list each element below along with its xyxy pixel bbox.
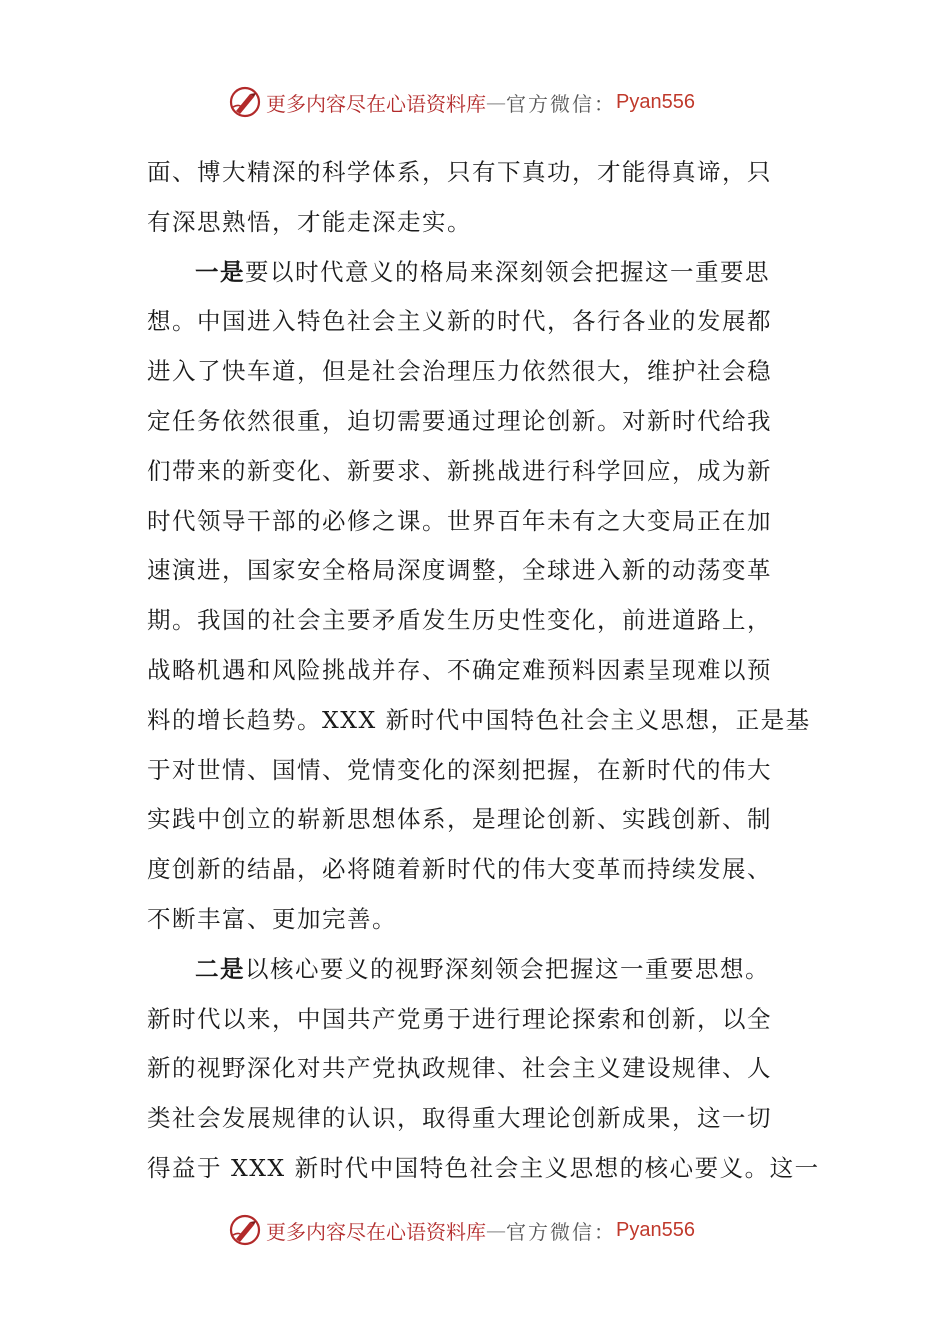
text-line: 进入了快车道，但是社会治理压力依然很大，维护社会稳 xyxy=(147,357,772,386)
document-body xyxy=(147,148,820,1194)
banner-wechat-label: 官方微信： xyxy=(506,91,616,116)
banner-dash: — xyxy=(486,1218,506,1242)
text-line: 定任务依然很重，迫切需要通过理论创新。对新时代给我 xyxy=(147,406,772,435)
text-line: 度创新的结晶，必将随着新时代的伟大变革而持续发展、 xyxy=(147,855,772,884)
text-line: 不断丰富、更加完善。 xyxy=(147,904,397,933)
text-span: 以核心要义的视野深刻领会把握这一重要思想。 xyxy=(245,954,770,983)
text-line: 实践中创立的崭新思想体系，是理论创新、实践创新、制 xyxy=(147,805,772,834)
pen-logo-icon xyxy=(228,85,262,119)
text-line: 们带来的新变化、新要求、新挑战进行科学回应，成为新 xyxy=(147,456,772,485)
text-line: 面、博大精深的科学体系，只有下真功，才能得真谛，只 xyxy=(147,158,772,186)
banner-dash: — xyxy=(486,90,506,114)
header-watermark-banner xyxy=(0,82,950,122)
text-line: 有深思熟悟，才能走深走实。 xyxy=(147,207,472,236)
paragraph-first-line xyxy=(147,945,807,995)
text-line: 新时代以来，中国共产党勇于进行理论探索和创新，以全 xyxy=(147,1004,772,1033)
banner-wechat-id: Pyan556 xyxy=(616,1218,695,1241)
text-line: 战略机遇和风险挑战并存、不确定难预料因素呈现难以预 xyxy=(147,655,772,684)
paragraph-lead: 一是 xyxy=(195,257,245,286)
banner-title: 更多内容尽在心语资料库 xyxy=(266,1219,486,1244)
text-line: 期。我国的社会主要矛盾发生历史性变化，前进道路上， xyxy=(147,606,772,635)
text-line: 时代领导干部的必修之课。世界百年未有之大变局正在加 xyxy=(147,506,772,535)
banner-wechat-label: 官方微信： xyxy=(506,1219,616,1244)
pen-logo-icon xyxy=(228,1213,262,1247)
paragraph-lead: 二是 xyxy=(195,954,245,983)
banner-title: 更多内容尽在心语资料库 xyxy=(266,91,486,116)
footer-watermark-banner xyxy=(0,1210,950,1250)
text-line: 于对世情、国情、党情变化的深刻把握，在新时代的伟大 xyxy=(147,755,772,784)
text-line: 想。中国进入特色社会主义新的时代，各行各业的发展都 xyxy=(147,307,772,336)
text-line: 得益于 XXX 新时代中国特色社会主义思想的核心要义。这一 xyxy=(147,1153,820,1182)
text-line: 速演进，国家安全格局深度调整，全球进入新的动荡变革 xyxy=(147,556,772,585)
text-line: 类社会发展规律的认识，取得重大理论创新成果，这一切 xyxy=(147,1104,772,1133)
paragraph-first-line xyxy=(147,248,807,298)
banner-wechat-id: Pyan556 xyxy=(616,90,695,113)
text-span: 要以时代意义的格局来深刻领会把握这一重要思 xyxy=(245,257,770,286)
text-line: 料的增长趋势。XXX 新时代中国特色社会主义思想，正是基 xyxy=(147,705,811,734)
text-line: 新的视野深化对共产党执政规律、社会主义建设规律、人 xyxy=(147,1054,772,1083)
